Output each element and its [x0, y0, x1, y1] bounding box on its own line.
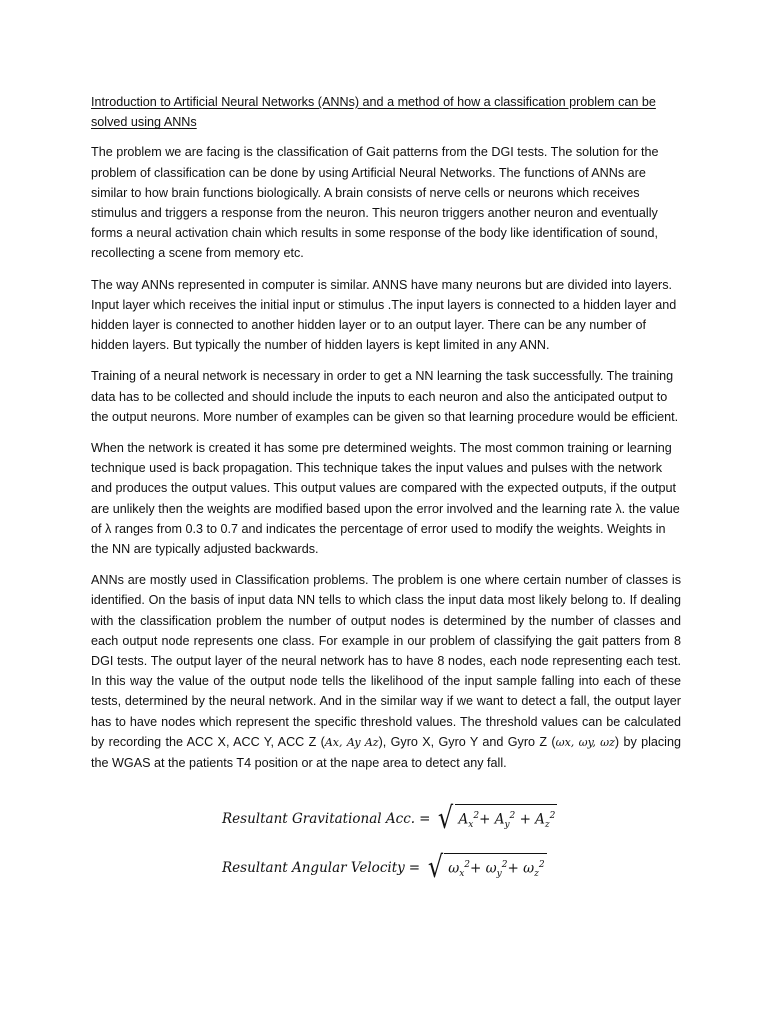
acc-variables: Ax, Ay Az — [324, 735, 379, 749]
formula-1-label: Resultant Gravitational Acc. — [222, 811, 416, 827]
paragraph-3: Training of a neural network is necessary in order to get a NN learning the task successfully. The training data has to be collected and should include the inputs to each neuron and also the anticipated output to the output neurons. More number of examples can be given so that learning procedure would be efficient. — [91, 369, 679, 424]
paragraph-1: The problem we are facing is the classification of Gait patterns from the DGI tests. The solution for the problem of classification can be done by using Artificial Neural Networks. The functions of ANNs are similar to how brain functions biologically. A brain consists of nerve cells or neurons which receives stimulus and triggers a response from the neuron. This neuron triggers another neuron and eventually forms a neural activation chain which results in some response of the body like identification of sound, recollecting a scene from memory etc. — [91, 145, 659, 261]
paragraph-5-part-2: ), Gyro X, Gyro Y and Gyro Z ( — [378, 734, 556, 749]
formula-2-sqrt — [426, 850, 547, 885]
sqrt-icon: √ — [438, 801, 454, 836]
formula-angular-velocity — [222, 850, 642, 885]
paragraph-5-part-1: ANNs are mostly used in Classification problems. The problem is one where certain number of classes is identified. On the basis of input data NN tells to which class the input data most likely belong to. If dealing with the classification problem the number of output nodes is determined by the number of classes and each output node represents one class. For example in our problem of classifying the gait patters from 8 DGI tests. The output layer of the neural network has to have 8 nodes, each node representing each test. In this way the value of the output node tells the likelihood of the input sample falling into each of these tests, determined by the neural network. And in the similar way if we want to detect a fall, the output layer has to have nodes which represent the specific threshold values. The threshold values can be calculated by recording the ACC X, ACC Y, ACC Z ( — [91, 573, 681, 749]
formula-2-equals: = — [408, 860, 421, 876]
paragraph-2: The way ANNs represented in computer is similar. ANNS have many neurons but are divided into layers. Input layer which receives the initial input or stimulus .The input layers is connected to a hidden layer and hidden layer is connected to another hidden layer or to an output layer. There can be any number of hidden layers. But typically the number of hidden layers is kept limited in any ANN. — [91, 277, 677, 353]
paragraph-5 — [91, 570, 681, 773]
document-heading: Introduction to Artificial Neural Networks (ANNs) and a method of how a classification problem can be solved using ANNs — [91, 95, 656, 130]
formula-1-sqrt — [436, 801, 557, 836]
formula-gravitational-acc — [222, 801, 642, 836]
formula-2-radicand: $\omega_x^2+ \omega_y^2+ \omega_z^2$ — [444, 853, 546, 883]
document-body — [91, 92, 681, 784]
formula-1-radicand: $A_x^2+ A_y^2 + A_z^2$ — [455, 804, 558, 834]
formula-2-label: Resultant Angular Velocity — [222, 860, 405, 876]
paragraph-5-part-3: ) by placing the WGAS at the patients T4 position or at the nape area to detect any fall. — [91, 734, 681, 771]
sqrt-icon: √ — [427, 850, 444, 885]
formula-1-equals: = — [419, 811, 431, 827]
paragraph-4: When the network is created it has some pre determined weights. The most common training or learning technique used is back propagation. This technique takes the input values and pulses with the network and produces the output values. This output values are compared with the expected outputs, if the output are unlikely then the weights are modified based upon the error involved and the learning rate λ. the value of λ ranges from 0.3 to 0.7 and indicates the percentage of error used to modify the weights. Weights in the NN are typically adjusted backwards. — [91, 441, 680, 557]
gyro-variables: ωx, ωy, ωz — [555, 735, 615, 749]
